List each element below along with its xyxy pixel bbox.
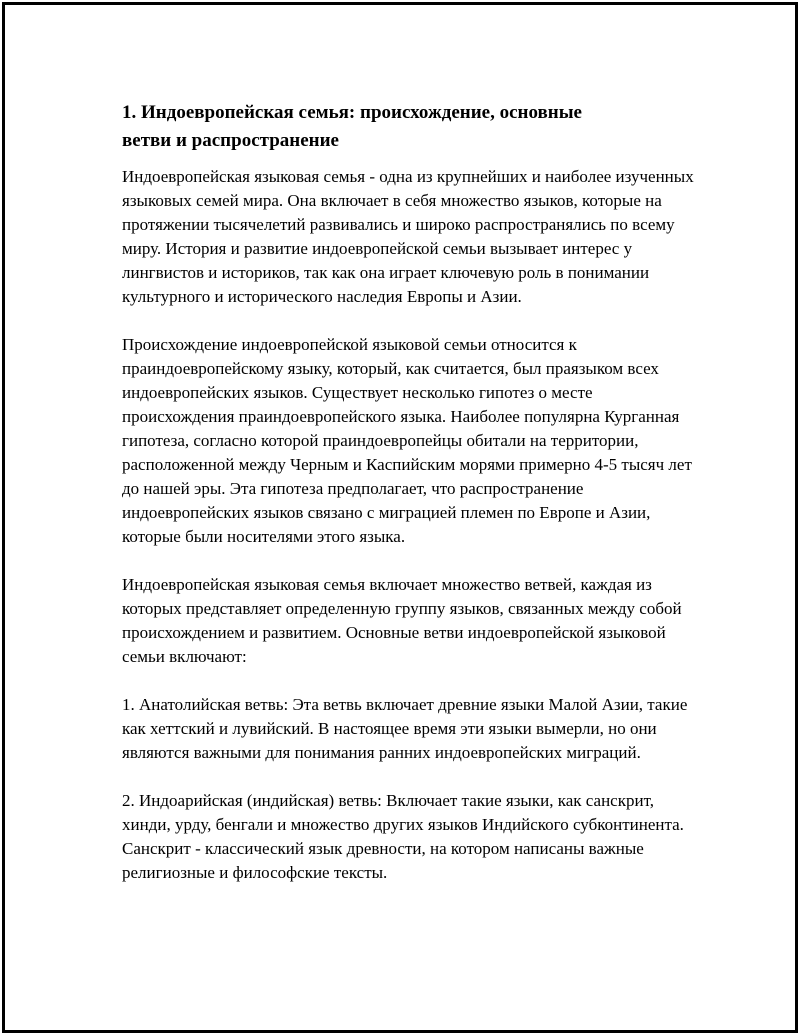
paragraph-origin: Происхождение индоевропейской языковой семьи относится к праиндоевропейскому языку, который, как считается, был праязыком всех индоевропейских языков. Существует несколько гипотез о месте происхождения праиндоевропейского языка. Наиболее популярна Курганная гипотеза, согласно которой праиндоевропейцы обитали на территории, расположенной между Черным и Каспийским морями примерно 4-5 тысяч лет до нашей эры. Эта гипотеза предполагает, что распространение индоевропейских языков связано с миграцией племен по Европе и Азии, которые были носителями этого языка.	[122, 335, 692, 546]
document-body	[122, 99, 702, 909]
section-heading-line-1: 1. Индоевропейская семья: происхождение, основные	[122, 102, 582, 123]
document-page	[2, 2, 798, 1033]
section-heading	[122, 99, 702, 155]
paragraph-branches-intro: Индоевропейская языковая семья включает множество ветвей, каждая из которых представляет определенную группу языков, связанных между собой происхождением и развитием. Основные ветви индоевропейской языковой семьи включают:	[122, 575, 682, 666]
paragraph-anatolian-branch: 1. Анатолийская ветвь: Эта ветвь включает древние языки Малой Азии, такие как хеттский и лувийский. В настоящее время эти языки вымерли, но они являются важными для понимания ранних индоевропейских миграций.	[122, 695, 688, 762]
section-heading-line-2: ветви и распространение	[122, 130, 339, 151]
paragraph-indo-aryan-branch: 2. Индоарийская (индийская) ветвь: Включает такие языки, как санскрит, хинди, урду, бенгали и множество других языков Индийского субконтинента. Санскрит - классический язык древности, на котором написаны важные религиозные и философские тексты.	[122, 791, 684, 882]
paragraph-intro: Индоевропейская языковая семья - одна из крупнейших и наиболее изученных языковых семей мира. Она включает в себя множество языков, которые на протяжении тысячелетий развивались и широко распространялись по всему миру. История и развитие индоевропейской семьи вызывает интерес у лингвистов и историков, так как она играет ключевую роль в понимании культурного и исторического наследия Европы и Азии.	[122, 167, 694, 306]
